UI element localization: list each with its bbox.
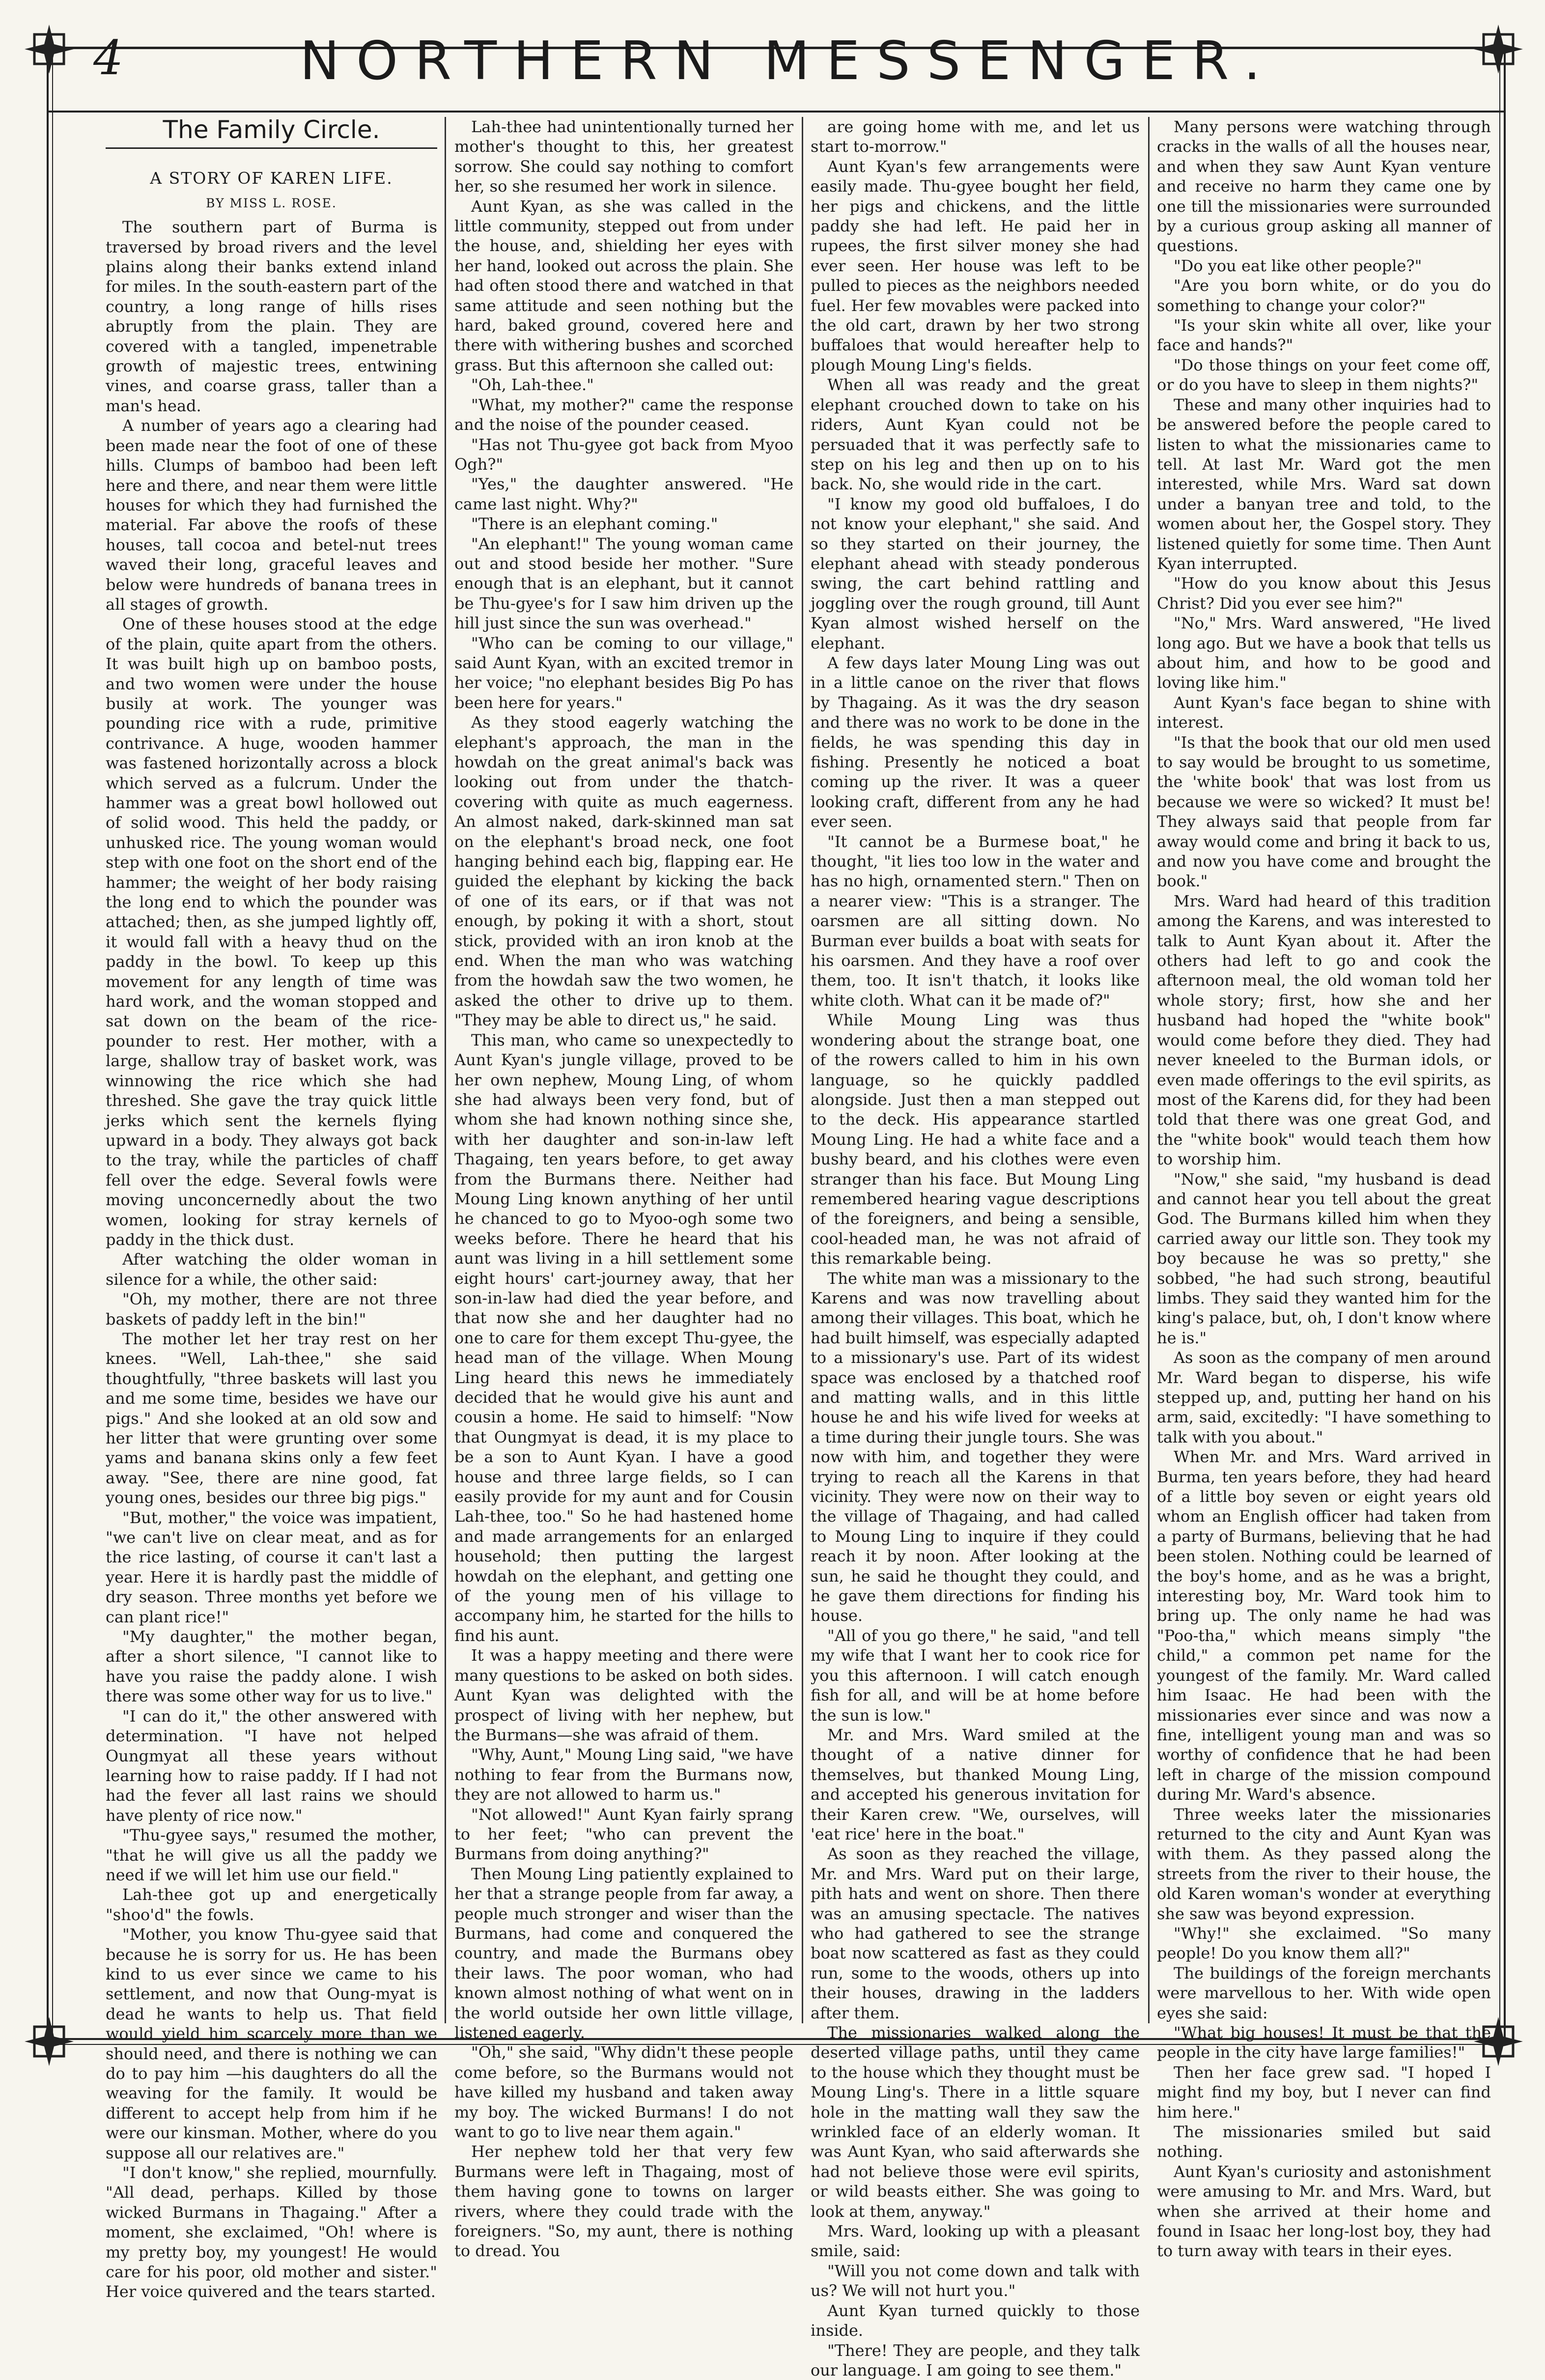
paragraph: "An elephant!" The young woman came out and stood beside her mother. "Sure enough that is an elephant, but it cannot be Thu-gyee's for I saw him driven up the hill just since the sun was overhead." bbox=[454, 534, 793, 633]
paragraph: "My daughter," the mother began, after a short silence, "I cannot like to have you raise the paddy alone. I wish there was some other way for us to live." bbox=[106, 1627, 437, 1706]
paragraph: The missionaries walked along the deserted village paths, until they came to the house which they thought must be Moung Ling's. There in a little square hole in the matting wall they saw the wrinkled face of an elderly woman. It was Aunt Kyan, who said afterwards she had not believe those were evil spirits, or wild beasts either. She was going to look at them, anyway." bbox=[811, 2023, 1140, 2221]
paragraph: A few days later Moung Ling was out in a little canoe on the river that flows by Thagaing. As it was the dry season and there was no work to be done in the fields, he was spending this day in fishing. Presently he noticed a boat coming up the river. It was a queer looking craft, different from any he had ever seen. bbox=[811, 653, 1140, 832]
corner-ornament-top-left-icon bbox=[20, 20, 79, 79]
paragraph: Her nephew told her that very few Burmans were left in Thagaing, most of them having gone to towns on larger rivers, where they could trade with the foreigners. "So, my aunt, there is nothing to dread. You bbox=[454, 2142, 793, 2261]
paragraph: The southern part of Burma is traversed by broad rivers and the level plains along their banks extend inland for miles. In the south-eastern part of the country, a long range of hills rises abruptly from the plain. They are covered with a tangled, impenetrable growth of majestic trees, entwining vines, and coarse grass, taller than a man's head. bbox=[106, 217, 437, 416]
paragraph: The mother let her tray rest on her knees. "Well, Lah-thee," she said thoughtfully, "three baskets will last you and me some time, besides we have our pigs." And she looked at an old sow and her litter that were grunting over some yams and banana skins only a few feet away. "See, there are nine good, fat young ones, besides our three big pigs." bbox=[106, 1329, 437, 1508]
paragraph: "Who can be coming to our village," said Aunt Kyan, with an excited tremor in her voice; "no elephant besides Big Po has been here for years." bbox=[454, 633, 793, 713]
column-1-body bbox=[106, 217, 437, 2302]
paragraph: "Are you born white, or do you do something to change your color?" bbox=[1157, 276, 1491, 315]
paragraph: "There is an elephant coming." bbox=[454, 514, 793, 534]
text-column-2 bbox=[454, 117, 793, 2028]
paragraph: As they stood eagerly watching the elephant's approach, the man in the howdah on the great animal's back was looking out from under the thatch-covering with quite as much eagerness. An almost naked, dark-skinned man sat on the elephant's broad neck, one foot hanging behind each big, flapping ear. He guided the elephant by kicking the back of one of its ears, or if that was not enough, by poking it with a short, stout stick, provided with an iron knob at the end. When the man who was watching from the howdah saw the two women, he asked the other to drive up to them. "They may be able to direct us," he said. bbox=[454, 712, 793, 1030]
paragraph: Aunt Kyan, as she was called in the little community, stepped out from under the house, and, shielding her eyes with her hand, looked out across the plain. She had often stood there and watched in that same attitude and seen nothing but the hard, baked ground, covered here and there with withering bushes and scorched grass. But this afternoon she called out: bbox=[454, 197, 793, 375]
story-byline: BY MISS L. ROSE. bbox=[106, 194, 437, 213]
paragraph: While Moung Ling was thus wondering about the strange boat, one of the rowers called to him in his own language, so he quickly paddled alongside. Just then a man stepped out to the deck. His appearance startled Moung Ling. He had a white face and a bushy beard, and his clothes were even stranger than his face. But Moung Ling remembered hearing vague descriptions of the foreigners, and being a sensible, cool-headed man, he was not afraid of this remarkable being. bbox=[811, 1010, 1140, 1268]
column-divider bbox=[1148, 117, 1150, 2023]
text-column-3 bbox=[811, 117, 1140, 2028]
paragraph: "It cannot be a Burmese boat," he thought, "it lies too low in the water and has no high, ornamented stern." Then on a nearer view: "This is a stranger. The oarsmen are all sitting down. No Burman ever builds a boat with seats for his oarsmen. And they have a roof over them, too. It isn't thatch, it looks like white cloth. What can it be made of?" bbox=[811, 832, 1140, 1011]
section-title: The Family Circle. bbox=[106, 120, 437, 140]
corner-ornament-bottom-left-icon bbox=[20, 2012, 79, 2071]
paragraph: "But, mother," the voice was impatient, "we can't live on clear meat, and as for the rice lasting, of course it can't last a year. Here it is hardly past the middle of dry season. Three months yet before we can plant rice!" bbox=[106, 1508, 437, 1627]
paragraph: are going home with me, and let us start to-morrow." bbox=[811, 117, 1140, 157]
paragraph: "Thu-gyee says," resumed the mother, "that he will give us all the paddy we need if we will let him use our field." bbox=[106, 1825, 437, 1885]
paragraph: Aunt Kyan's face began to shine with interest. bbox=[1157, 693, 1491, 733]
paragraph: The buildings of the foreign merchants were marvellous to her. With wide open eyes she said: bbox=[1157, 1963, 1491, 2023]
paragraph: One of these houses stood at the edge of the plain, quite apart from the others. It was built high up on bamboo posts, and two women were under the house busily at work. The younger was pounding rice with a rude, primitive contrivance. A huge, wooden hammer was fastened horizontally across a block which served as a fulcrum. Under the hammer was a great bowl hollowed out of solid wood. This held the paddy, or unhusked rice. The young woman would step with one foot on the short end of the hammer; the weight of her body raising the long end to which the pounder was attached; then, as she jumped lightly off, it would fall with a heavy thud on the paddy in the bowl. To keep up this movement for any length of time was hard work, and the woman stopped and sat down on the beam of the rice-pounder to rest. Her mother, with a large, shallow tray of basket work, was winnowing the rice which she had threshed. She gave the tray quick little jerks which sent the kernels flying upward in a body. They always got back to the tray, while the particles of chaff fell over the edge. Several fowls were moving unconcernedly about the two women, looking for stray kernels of paddy in the thick dust. bbox=[106, 614, 437, 1249]
paragraph: "Oh," she said, "Why didn't these people come before, so the Burmans would not have killed my husband and taken away my boy. The wicked Burmans! I do not want to go to live near them again." bbox=[454, 2042, 793, 2142]
paragraph: Then Moung Ling patiently explained to her that a strange people from far away, a people much stronger and wiser than the Burmans, had come and conquered the country, and made the Burmans obey their laws. The poor woman, who had known almost nothing of what went on in the world outside her own little village, listened eagerly. bbox=[454, 1864, 793, 2043]
paragraph: "Why, Aunt," Moung Ling said, "we have nothing to fear from the Burmans now, they are not allowed to harm us." bbox=[454, 1745, 793, 1804]
paragraph: Many persons were watching through cracks in the walls of all the houses near, and when they saw Aunt Kyan venture and receive no harm they came one by one till the missionaries were surrounded by a curious group asking all manner of questions. bbox=[1157, 117, 1491, 256]
paragraph: "Yes," the daughter answered. "He came last night. Why?" bbox=[454, 474, 793, 514]
paragraph: "No," Mrs. Ward answered, "He lived long ago. But we have a book that tells us about him, and how to be good and loving like him." bbox=[1157, 613, 1491, 693]
paragraph: "Is that the book that our old men used to say would be brought to us sometime, the 'white book' that was lost from us because we were so wicked? It must be! They always said that people from far away would come and bring it back to us, and now you have come and brought the book." bbox=[1157, 733, 1491, 891]
paragraph: "Why!" she exclaimed. "So many people! Do you know them all?" bbox=[1157, 1924, 1491, 1963]
paragraph: When Mr. and Mrs. Ward arrived in Burma, ten years before, they had heard of a little boy seven or eight years old whom an English officer had taken from a party of Burmans, believing that he had been stolen. Nothing could be learned of the boy's home, and as he was a bright, interesting boy, Mr. Ward took him to bring up. The only name he had was "Poo-tha," which means simply "the child," a common pet name for the youngest of the family. Mr. Ward called him Isaac. He had been with the missionaries ever since and was now a fine, intelligent young man and was so worthy of confidence that he had been left in charge of the mission compound during Mr. Ward's absence. bbox=[1157, 1447, 1491, 1804]
paragraph: When all was ready and the great elephant crouched down to take on his riders, Aunt Kyan could not be persuaded that it was perfectly safe to step on his leg and then up on to his back. No, she would ride in the cart. bbox=[811, 375, 1140, 494]
paragraph: "Oh, Lah-thee." bbox=[454, 375, 793, 395]
right-border-rule-inner bbox=[1499, 47, 1500, 2045]
story-title: A STORY OF KAREN LIFE. bbox=[106, 169, 437, 188]
paragraph: "Mother, you know Thu-gyee said that because he is sorry for us. He has been kind to us ever since we came to his settlement, and now that Oung-myat is dead he wants to help us. That field would yield him scarcely more than we should need, and there is nothing we can do to pay him —his daughters do all the weaving for the family. It would be different to accept help from him if he were our kinsman. Mother, where do you suppose all our relatives are." bbox=[106, 1925, 437, 2163]
column-divider bbox=[445, 117, 446, 2023]
paragraph: "What big houses! It must be that the people in the city have large families!" bbox=[1157, 2023, 1491, 2063]
paragraph: Then her face grew sad. "I hoped I might find my boy, but I never can find him here." bbox=[1157, 2063, 1491, 2122]
top-border-rule-inner bbox=[47, 111, 1506, 113]
masthead bbox=[93, 30, 1484, 109]
paragraph: These and many other inquiries had to be answered before the people cared to listen to what the missionaries came to tell. At last Mr. Ward got the men interested, while Mrs. Ward sat down under a banyan tree and told, to the women about her, the Gospel story. They listened quietly for some time. Then Aunt Kyan interrupted. bbox=[1157, 395, 1491, 574]
paragraph: The white man was a missionary to the Karens and was now travelling about among their villages. This boat, which he had built himself, was especially adapted to a missionary's use. Part of its widest space was enclosed by a thatched roof and matting walls, and in this little house he and his wife lived for weeks at a time during their jungle tours. She was now with him, and together they were trying to reach all the Karens in that vicinity. They were now on their way to the village of Thagaing, and had called to Moung Ling to inquire if they could reach it by noon. After looking at the sun, he said he thought they could, and he gave them directions for finding his house. bbox=[811, 1269, 1140, 1626]
newspaper-title: NORTHERN MESSENGER. bbox=[93, 30, 1484, 92]
paragraph: "How do you know about this Jesus Christ? Did you ever see him?" bbox=[1157, 573, 1491, 613]
paragraph: Lah-thee got up and energetically "shoo'd" the fowls. bbox=[106, 1885, 437, 1925]
page-number: 4 bbox=[93, 30, 123, 85]
paragraph: This man, who came so unexpectedly to Aunt Kyan's jungle village, proved to be her own nephew, Moung Ling, of whom she had always been very fond, but of whom she had known nothing since she, with her daughter and son-in-law left Thagaing, ten years before, to get away from the Burmans there. Neither had Moung Ling known anything of her until he chanced to go to Myoo-ogh some two weeks before. There he heard that his aunt was living in a hill settlement some eight hours' cart-journey away, that her son-in-law had died the year before, and that now she and her daughter had no one to care for them except Thu-gyee, the head man of the village. When Moung Ling heard this news he immediately decided that he would give his aunt and cousin a home. He said to himself: "Now that Oungmyat is dead, it is my place to be a son to Aunt Kyan. I have a good house and three large fields, so I can easily provide for my aunt and for Cousin Lah-thee, too." So he had hastened home and made arrangements for an enlarged household; then putting the largest howdah on the elephant, and getting one of the young men of his village to accompany him, he started for the hills to find his aunt. bbox=[454, 1030, 793, 1646]
column-divider bbox=[802, 117, 803, 2023]
paragraph: "Now," she said, "my husband is dead and cannot hear you tell about the great God. The Burmans killed him when they carried away our little son. They took my boy because he was so pretty," she sobbed, "he had such strong, beautiful limbs. They said they wanted him for the king's palace, but, oh, I don't know where he is." bbox=[1157, 1169, 1491, 1348]
paragraph: Mrs. Ward, looking up with a pleasant smile, said: bbox=[811, 2221, 1140, 2261]
text-column-4 bbox=[1157, 117, 1491, 2028]
paragraph: "I can do it," the other answered with determination. "I have not helped Oungmyat all these years without learning how to raise paddy. If I had not had the fever all last rains we should have plenty of rice now." bbox=[106, 1706, 437, 1825]
left-border-rule-inner bbox=[52, 47, 53, 2045]
paragraph: "Do those things on your feet come off, or do you have to sleep in them nights?" bbox=[1157, 355, 1491, 395]
paragraph: "Has not Thu-gyee got back from Myoo Ogh?" bbox=[454, 435, 793, 475]
paragraph: "Do you eat like other people?" bbox=[1157, 256, 1491, 276]
paragraph: As soon as the company of men around Mr. Ward began to disperse, his wife stepped up, and, putting her hand on his arm, said, excitedly: "I have something to talk with you about." bbox=[1157, 1348, 1491, 1447]
paragraph: Aunt Kyan's few arrangements were easily made. Thu-gyee bought her field, her pigs and chickens, and the little paddy she had left. He paid her in rupees, the first silver money she had ever seen. Her house was left to be pulled to pieces as the neighbors needed fuel. Her few movables were packed into the old cart, drawn by her two strong buffaloes that would hereafter help to plough Moung Ling's fields. bbox=[811, 157, 1140, 375]
paragraph: Mrs. Ward had heard of this tradition among the Karens, and was interested to talk to Aunt Kyan about it. After the others had left to go and cook the afternoon meal, the old woman told her whole story; first, how she and her husband had hoped the "white book" would come before they died. They had never kneeled to the Burman idols, or even made offerings to the evil spirits, as most of the Karens did, for they had been told that there was one great God, and the "white book" would teach them how to worship him. bbox=[1157, 891, 1491, 1169]
paragraph: Mr. and Mrs. Ward smiled at the thought of a native dinner for themselves, but thanked Moung Ling, and accepted his generous invitation for their Karen crew. "We, ourselves, will 'eat rice' here in the boat." bbox=[811, 1725, 1140, 1844]
paragraph: The missionaries smiled but said nothing. bbox=[1157, 2122, 1491, 2162]
paragraph: "What, my mother?" came the response and the noise of the pounder ceased. bbox=[454, 395, 793, 435]
paragraph: "Is your skin white all over, like your face and hands?" bbox=[1157, 315, 1491, 355]
right-border-rule bbox=[1504, 47, 1506, 2045]
paragraph: "Will you not come down and talk with us? We will not hurt you." bbox=[811, 2261, 1140, 2301]
paragraph: Aunt Kyan turned quickly to those inside. bbox=[811, 2301, 1140, 2341]
text-column-1 bbox=[106, 117, 437, 2028]
left-border-rule bbox=[47, 47, 49, 2045]
paragraph: After watching the older woman in silence for a while, the other said: bbox=[106, 1249, 437, 1289]
section-title-rule bbox=[106, 147, 437, 149]
paragraph: "All of you go there," he said, "and tell my wife that I want her to cook rice for you this afternoon. I will catch enough fish for all, and will be at home before the sun is low." bbox=[811, 1626, 1140, 1725]
paragraph: As soon as they reached the village, Mr. and Mrs. Ward put on their large, pith hats and went on shore. Then there was an amusing spectacle. The natives who had gathered to see the strange boat now scattered as fast as they could run, some to the woods, others up into their houses, drawing in the ladders after them. bbox=[811, 1844, 1140, 2023]
paragraph: "There! They are people, and they talk our language. I am going to see them." bbox=[811, 2341, 1140, 2380]
paragraph: Three weeks later the missionaries returned to the city and Aunt Kyan was with them. As they passed along the streets from the river to their house, the old Karen woman's wonder at everything she saw was beyond expression. bbox=[1157, 1805, 1491, 1924]
paragraph: A number of years ago a clearing had been made near the foot of one of these hills. Clumps of bamboo had been left here and there, and near them were little houses for which they had furnished the material. Far above the roofs of these houses, tall cocoa and betel-nut trees waved their long, graceful leaves and below were hundreds of banana trees in all stages of growth. bbox=[106, 416, 437, 614]
paragraph: Lah-thee had unintentionally turned her mother's thought to this, her greatest sorrow. She could say nothing to comfort her, so she resumed her work in silence. bbox=[454, 117, 793, 197]
paragraph: "Not allowed!" Aunt Kyan fairly sprang to her feet; "who can prevent the Burmans from doing anything?" bbox=[454, 1805, 793, 1864]
paragraph: Aunt Kyan's curiosity and astonishment were amusing to Mr. and Mrs. Ward, but when she arrived at their home and found in Isaac her long-lost boy, they had to turn away with tears in their eyes. bbox=[1157, 2162, 1491, 2261]
paragraph: "I don't know," she replied, mournfully. "All dead, perhaps. Killed by those wicked Burmans in Thagaing." After a moment, she exclaimed, "Oh! where is my pretty boy, my youngest! He would care for his poor, old mother and sister." Her voice quivered and the tears started. bbox=[106, 2163, 437, 2302]
paragraph: It was a happy meeting and there were many questions to be asked on both sides. Aunt Kyan was delighted with the prospect of living with her nephew, but the Burmans—she was afraid of them. bbox=[454, 1645, 793, 1745]
paragraph: "I know my good old buffaloes, I do not know your elephant," she said. And so they started on their journey, the elephant ahead with steady ponderous swing, the cart behind rattling and joggling over the rough ground, till Aunt Kyan almost wished herself on the elephant. bbox=[811, 494, 1140, 653]
paragraph: "Oh, my mother, there are not three baskets of paddy left in the bin!" bbox=[106, 1289, 437, 1329]
